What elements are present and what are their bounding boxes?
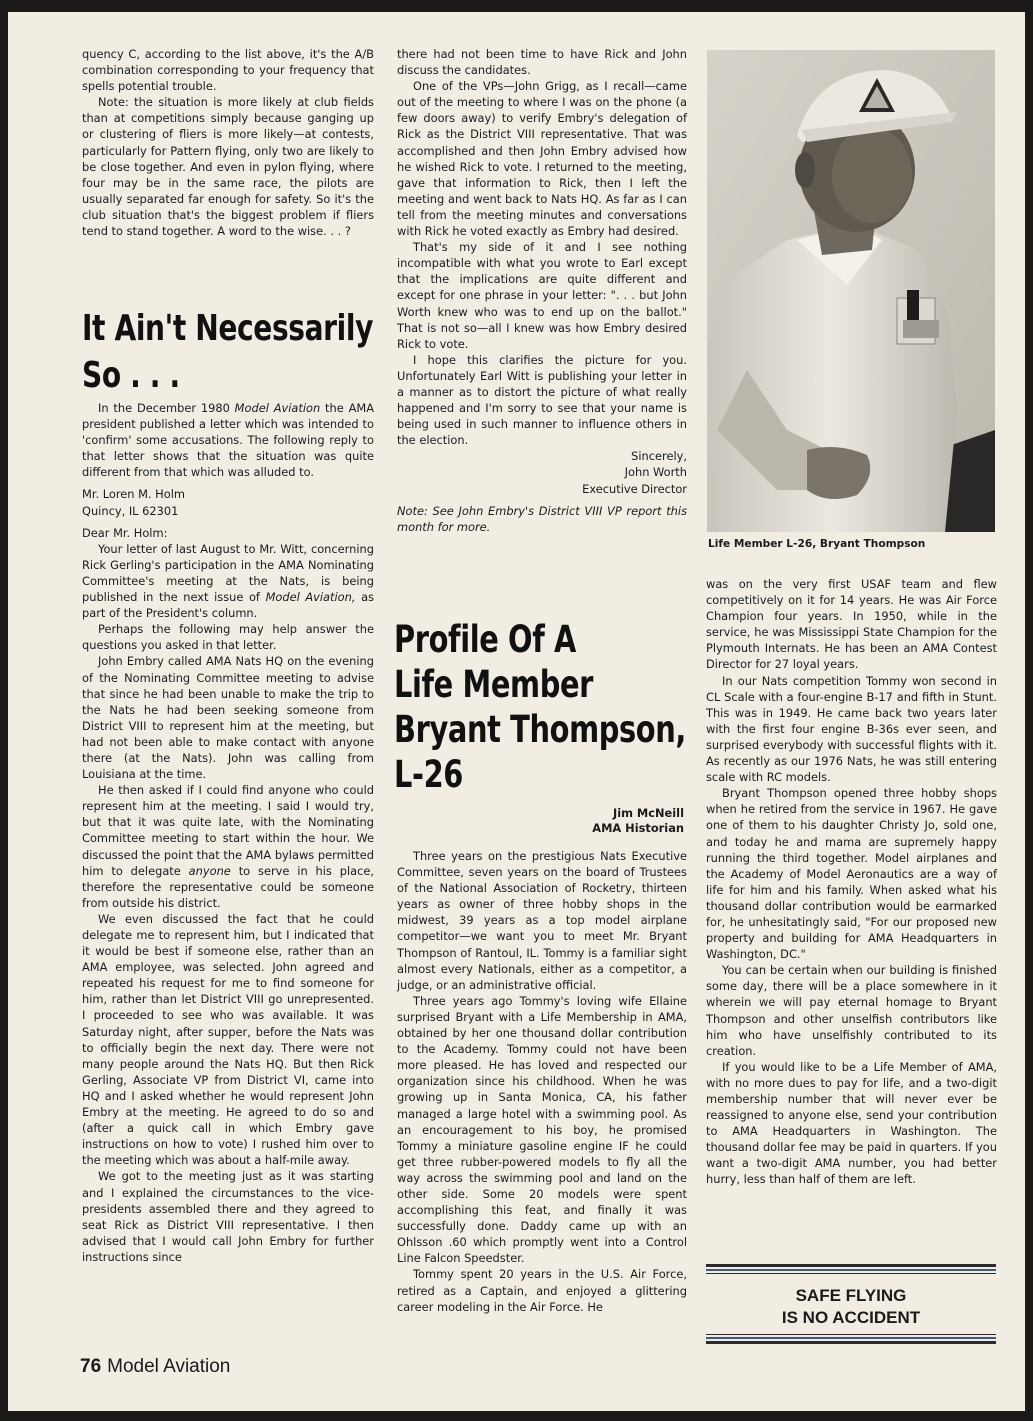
paragraph: Note: the situation is more likely at club fields than at competitions simply because ganging up or clustering of fliers is more likely—at contests, particularly for Pattern flying, only two are likely to be close together. And even in pylon flying, where four may be in the same race, the pilots are usually separated far enough for safety. So it's the club situation that's the biggest problem if fliers tend to stand together. A word to the wise. . . ? <box>82 95 374 239</box>
paragraph: was on the very first USAF team and flew competitively on it for 14 years. He was Air Force Champion four years. In 1950, while in the service, he was Mississippi State Champion for the Plymouth Internats. He has been an AMA Contest Director for 27 loyal years. <box>706 577 997 672</box>
closing: Sincerely, <box>631 449 687 464</box>
right-column-text <box>706 576 997 1188</box>
safe-flying-top-rule <box>706 1264 996 1274</box>
address-city: Quincy, IL 62301 <box>82 503 179 518</box>
page-footer <box>80 1356 230 1378</box>
photo-bryant-thompson <box>707 50 995 532</box>
paragraph: I hope this clarifies the picture for you. Unfortunately Earl Witt is publishing your letter in a manner as to distort the picture of what really happened and I'm sorry to see that your name is being used in such manner to influence others in the election. <box>397 352 687 448</box>
photo-caption: Life Member L-26, Bryant Thompson <box>708 538 926 550</box>
paragraph: He then asked if I could find anyone who could represent him at the meeting. I said I would try, but that it was quite late, with the Nominating Committee meeting to start within the hour. We discussed the point that the AMA bylaws permitted him to delegate anyone to serve in his place, therefore the representative could be someone from outside his district. <box>82 783 375 910</box>
paragraph: Your letter of last August to Mr. Witt, concerning Rick Gerling's participation in the AMA Nominating Committee's meeting at the Nats, is being published in the next issue of Model Aviation, as part of the President's column. <box>82 541 375 621</box>
salutation: Dear Mr. Holm: <box>82 525 168 540</box>
safe-flying-bottom-rule <box>706 1334 996 1344</box>
paragraph: Bryant Thompson opened three hobby shops when he retired from the service in 1967. He gave one of them to his daughter Christy Jo, sold one, and today he and mama are supremely happy running the third together. Model airplanes and the Academy of Model Aeronautics are a way of life for him and his family. When asked what his thousand dollar contribution would be earmarked for, he unhesitatingly said, "For our proposed new property and building for AMA Headquarters in Washington, DC." <box>706 786 997 962</box>
intro-paragraph: In the December 1980 Model Aviation the AMA president published a letter which was intended to 'confirm' some accusations. The following reply to that letter shows that the situation was quite different from that which was alluded to. <box>82 401 374 480</box>
left-column-letter <box>82 400 374 1265</box>
left-column-top <box>82 46 374 239</box>
safe-flying-slogan: SAFE FLYING IS NO ACCIDENT <box>781 1286 921 1327</box>
paragraph: If you would like to be a Life Member of AMA, with no more dues to pay for life, and a two-digit membership number that will never ever be reassigned to anyone else, send your contribution to AMA Headquarters in Washington. The thousand dollar fee may be paid in quarters. If you want a two-digit AMA number, you had better hurry, less than half of them are left. <box>706 1059 997 1187</box>
signer-title: Executive Director <box>582 481 687 496</box>
magazine-name: Model Aviation <box>107 1356 231 1377</box>
paragraph: That's my side of it and I see nothing incompatible with what you wrote to Earl except that the implications are quite different and except for one phrase in your letter: ". . . but John Worth knew who was to end up on the ballot." That is not so—all I knew was how Embry desired Rick to vote. <box>397 240 687 351</box>
paragraph: We even discussed the fact that he could delegate me to represent him, but I indicated that it would be best if someone else, rather than an AMA employee, was selected. John agreed and repeated his request for me to find someone for him, rather than let District VIII go unrepresented. I proceeded to see who was available. It was Saturday night, after supper, before the Nats was to officially begin the next day. There were not many people around the Nats HQ. But then Rick Gerling, Associate VP from District VI, came into HQ and I asked whether he would represent John Embry at the meeting. He agreed to do so and (after a quick call in which Embry gave instructions on how to vote) I rushed him over to the meeting which was about a half-mile away. <box>82 911 374 1168</box>
paragraph: You can be certain when our building is finished some day, there will be a place somewhere in it wherein we will pay eternal homage to Bryant Thompson and other unselfish contributors like him who have unselfishly contributed to its creation. <box>706 963 997 1058</box>
paragraph: We got to the meeting just as it was starting and I explained the circumstances to the vice-presidents assembled there and they agreed to seat Rick as District VIII representative. I then advised that I would call John Embry for further instructions since <box>82 1169 374 1264</box>
portrait-illustration <box>707 50 995 532</box>
signer-name: John Worth <box>624 465 687 480</box>
paragraph: quency C, according to the list above, it's the A/B combination corresponding to your frequency that spells potential trouble. <box>82 47 374 94</box>
paragraph: John Embry called AMA Nats HQ on the evening of the Nominating Committee meeting to advise that since he had been unable to make the trip to the Nats he had been seeking someone from District VIII to represent him at the meeting, but had not been able to make contact with anyone there (at the Nats). John was calling from Louisiana at the time. <box>82 654 374 782</box>
article-title-profile: Profile Of A Life Member Bryant Thompson, L-26 <box>394 618 686 796</box>
paragraph: Three years on the prestigious Nats Executive Committee, seven years on the board of Trustees of the National Association of Rocketry, thirteen years as owner of three hobby shops in the midwest, 39 years as a top model airplane competitor—we want you to meet Mr. Bryant Thompson of Rantoul, IL. Tommy is a familiar sight almost every Nationals, either as a competitor, a judge, or an administrative official. <box>397 849 687 992</box>
middle-column-profile <box>397 848 687 1315</box>
paragraph: there had not been time to have Rick and John discuss the candidates. <box>397 47 687 78</box>
paragraph: One of the VPs—John Grigg, as I recall—came out of the meeting to where I was on the phone (a few doors away) to verify Embry's delegation of Rick as the District VIII representative. That was accomplished and then John Embry advised how he wished Rick to vote. I returned to the meeting, gave that information to Rick, then I left the meeting and went back to Nats HQ. As far as I can tell from the meeting minutes and conversations with Rick he voted exactly as Embry had desired. <box>397 79 687 239</box>
article-title-it-aint-necessarily-so: It Ain't Necessarily So . . . <box>82 308 374 396</box>
page-number: 76 <box>80 1356 102 1377</box>
paragraph: Tommy spent 20 years in the U.S. Air Force, retired as a Captain, and enjoyed a glittering career modeling in the Air Force. He <box>397 1267 687 1314</box>
editor-note: Note: See John Embry's District VIII VP report this month for more. <box>397 503 687 534</box>
paragraph: Perhaps the following may help answer the questions you asked in that letter. <box>82 622 374 653</box>
paragraph: In our Nats competition Tommy won second in CL Scale with a four-engine B-17 and fifth in Stunt. This was in 1949. He came back two years later with the first four engine B-36s ever seen, and surprised everybody with successful flights with it. As recently as our 1976 Nats, he was still entering scale with RC models. <box>706 673 997 785</box>
address-name: Mr. Loren M. Holm <box>82 487 185 502</box>
byline: Jim McNeill AMA Historian <box>592 806 684 835</box>
paragraph: Three years ago Tommy's loving wife Ellaine surprised Bryant with a Life Membership in AMA, obtained by her one thousand dollar contribution to the Academy. Tommy could not have been more pleased. He has loved and respected our organization since his childhood. When he was growing up in Santa Monica, CA, his father managed a large hotel with a swimming pool. As an encouragement to his boy, he promised Tommy a miniature gasoline engine IF he could get three rubber-powered models to fly all the way across the swimming pool and land on the other side. Some 20 models were spent accomplishing this feat, and finally it was successfully done. Daddy came up with an Ohlsson .60 which promptly went into a Control Line Falcon Speedster. <box>397 993 687 1266</box>
middle-column-top <box>397 46 687 535</box>
